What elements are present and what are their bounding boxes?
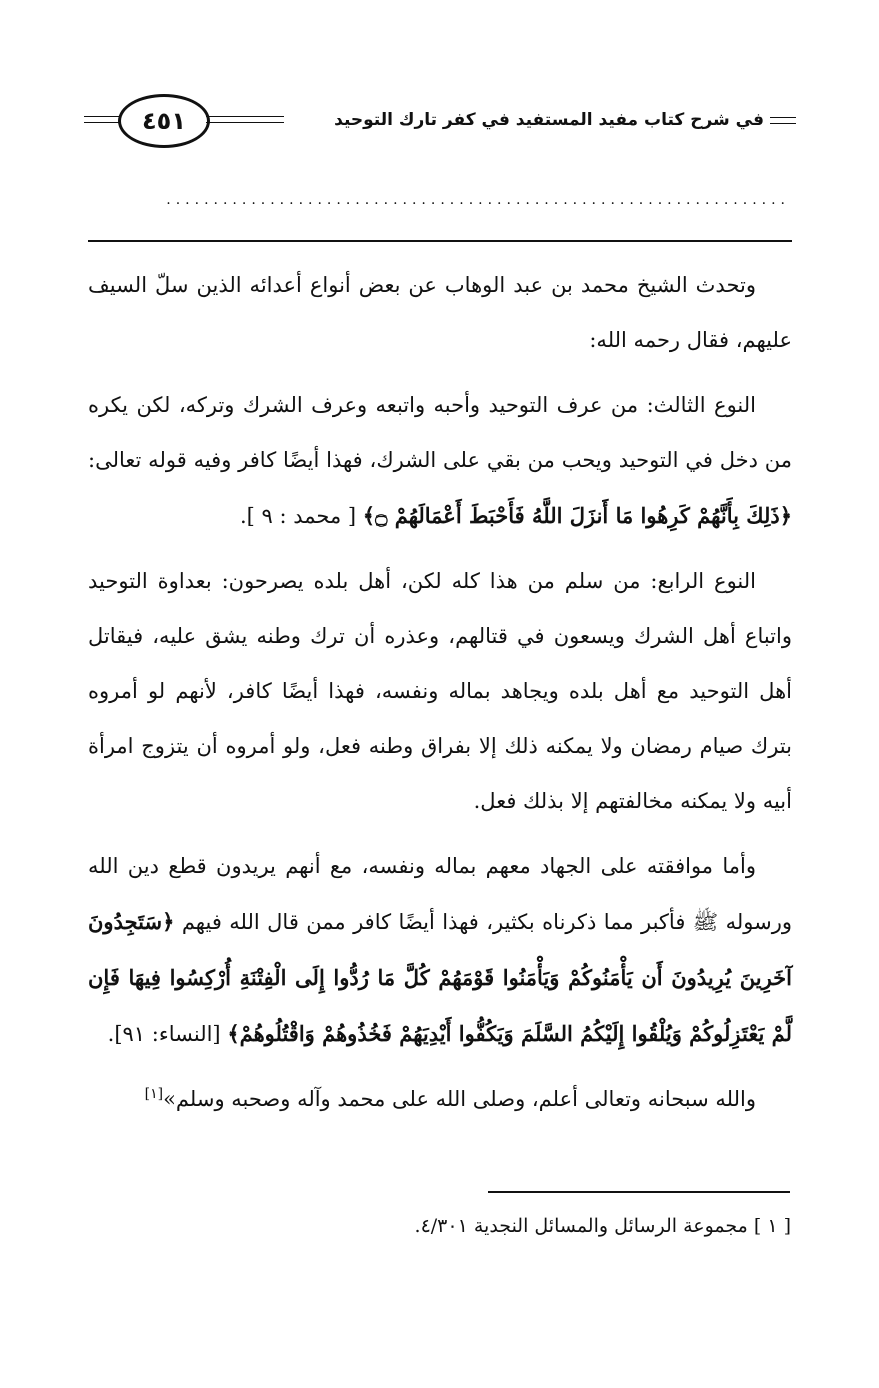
- badge-rule-right: [206, 116, 284, 123]
- title-rule: [770, 117, 796, 124]
- quran-verse-muhammad: ﴿ذَلِكَ بِأَنَّهُمْ كَرِهُوا مَا أَنزَلَ اللَّهُ فَأَحْبَطَ أَعْمَالَهُمْ ۝﴾: [362, 503, 792, 528]
- badge-rule-left: [84, 116, 120, 123]
- running-title: [334, 110, 796, 130]
- paragraph-fourth-type: النوع الرابع: من سلم من هذا كله لكن، أهل بلده يصرحون: بعداوة التوحيد واتباع أهل الشرك ويسعون في قتالهم، وعذره أن ترك وطنه يشق عليه، فيقاتل أهل التوحيد مع أهل بلده ويجاهد بماله ونفسه، فهذا أيضًا كافر، لأنهم لو أمروه بترك صيام رمضان ولا يمكنه ذلك إلا بفراق وطنه فعل، ولو أمروه أن يتزوج امرأة أبيه ولا يمكنه مخالفتهم إلا بذلك فعل.: [88, 569, 792, 813]
- page-header: [84, 88, 796, 168]
- paragraph-jihad-text: وأما موافقته على الجهاد معهم بماله ونفسه، مع أنهم يريدون قطع دين الله ورسوله ﷺ فأكبر مما ذكرناه بكثير، فهذا أيضًا كافر ممن قال الله فيهم: [88, 854, 792, 934]
- verse-reference-nisa: [النساء: ٩١].: [107, 1022, 221, 1046]
- paragraph-closing: [88, 1072, 792, 1127]
- main-text: [88, 258, 792, 1137]
- quran-verse-nisa: ﴿سَتَجِدُونَ آخَرِينَ يُرِيدُونَ أَن يَأْمَنُوكُمْ وَيَأْمَنُوا قَوْمَهُمْ كُلَّ مَا رُدُّوا إِلَى الْفِتْنَةِ أُرْكِسُوا فِيهَا فَإِن لَّمْ يَعْتَزِلُوكُمْ وَيُلْقُوا إِلَيْكُمُ السَّلَمَ وَيَكُفُّوا أَيْدِيَهُمْ فَخُذُوهُمْ وَاقْتُلُوهُمْ﴾: [88, 909, 792, 1046]
- dotted-separator: ..................................................................: [166, 192, 790, 208]
- page-number: ٤٥١: [118, 94, 210, 148]
- paragraph-third-type: [88, 378, 792, 544]
- paragraph-jihad: [88, 839, 792, 1062]
- footnote-marker: [١]: [144, 1086, 164, 1102]
- closing-text: والله سبحانه وتعالى أعلم، وصلى الله على محمد وآله وصحبه وسلم»: [163, 1087, 756, 1111]
- verse-reference-muhammad: [ محمد : ٩ ].: [240, 504, 357, 528]
- paragraph-third-type-text: النوع الثالث: من عرف التوحيد وأحبه واتبعه وعرف الشرك وتركه، لكن يكره من دخل في التوحيد ويحب من بقي على الشرك، فهذا أيضًا كافر وفيه قوله تعالى:: [88, 393, 792, 472]
- running-title-text: في شرح كتاب مفيد المستفيد في كفر تارك التوحيد: [334, 110, 764, 130]
- footnote: [ ١ ] مجموعة الرسائل والمسائل النجدية ٤/٣٠١.: [414, 1215, 791, 1237]
- paragraph-intro: وتحدث الشيخ محمد بن عبد الوهاب عن بعض أنواع أعدائه الذين سلّ السيف عليهم، فقال رحمه الله:: [88, 273, 792, 352]
- separator-rule: [88, 240, 792, 242]
- footnote-rule: [488, 1191, 790, 1193]
